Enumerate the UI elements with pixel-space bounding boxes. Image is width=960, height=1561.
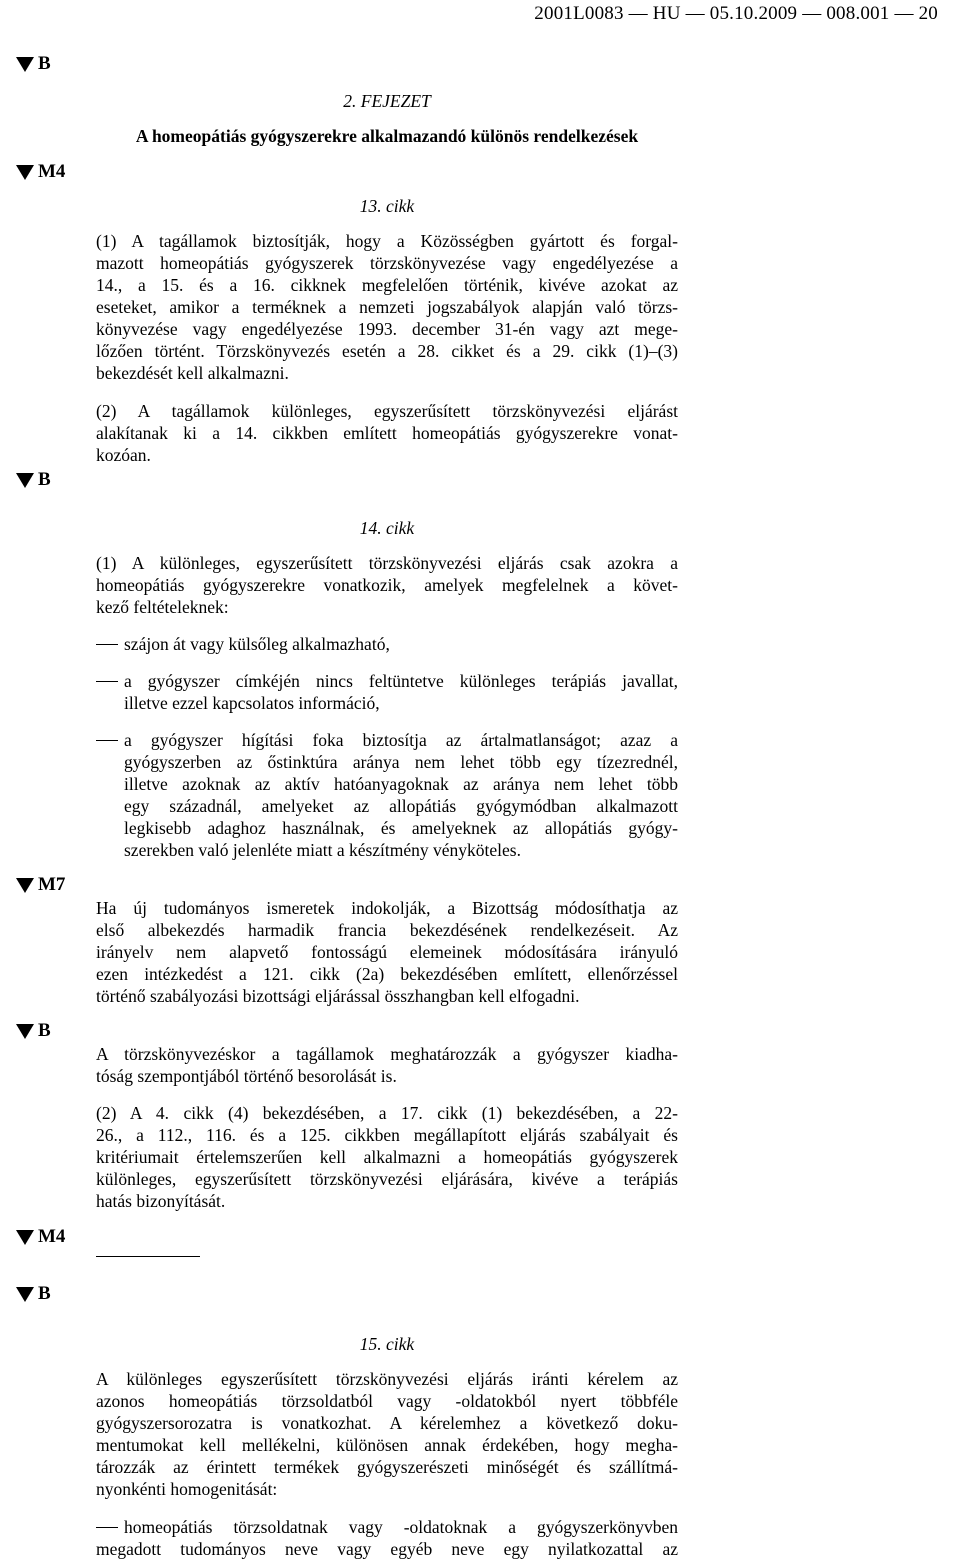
amendment-marker-m7 bbox=[16, 873, 65, 897]
triangle-down-icon bbox=[16, 1024, 34, 1039]
text-line: kozóan. bbox=[96, 445, 151, 465]
text-line: könyvezése vagy engedélyezése 1993. december 31-én vagy azt mege- bbox=[96, 319, 678, 339]
text-line: kező feltételeknek: bbox=[96, 597, 229, 617]
text-line: lőzően történt. Törzskönyvezés esetén a 28. cikket és a 29. cikk (1)–(3) bbox=[96, 341, 678, 361]
text-line: kritériumait értelemszerűen kell alkalmazni a homeopátiás gyógyszerek bbox=[96, 1147, 678, 1167]
text-line: irányelv nem alapvető fontosságú elemeinek módosítására irányuló bbox=[96, 942, 678, 962]
text-line: mentumokat kell mellékelni, különösen annak érdekében, hogy megha- bbox=[96, 1435, 678, 1455]
triangle-down-icon bbox=[16, 57, 34, 72]
chapter-title: A homeopátiás gyógyszerekre alkalmazandó különös rendelkezések bbox=[135, 126, 639, 146]
text-line: történő szabályozási bizottsági eljárással összhangban kell elfogadni. bbox=[96, 986, 580, 1006]
marker-label: B bbox=[38, 469, 51, 490]
list-item bbox=[0, 729, 700, 751]
text-line: homeopátiás gyógyszerekre vonatkozik, amelyek megfelelnek a követ- bbox=[96, 575, 678, 595]
text-line: szájon át vagy külsőleg alkalmazható, bbox=[124, 634, 390, 654]
text-line: illetve ezzel kapcsolatos információ, bbox=[124, 693, 380, 713]
amendment-marker-m4 bbox=[16, 160, 65, 184]
list-item bbox=[0, 670, 700, 692]
text-line: a gyógyszer hígítási foka biztosítja az ártalmatlanságot; azaz a bbox=[124, 730, 678, 750]
chapter-number: 2. FEJEZET bbox=[343, 91, 431, 111]
amendment-marker-m4 bbox=[16, 1225, 65, 1249]
amendment-marker-b bbox=[16, 52, 51, 76]
text-line: egy századnál, amelyeket az allopátiás gyógymódban alkalmazott bbox=[124, 796, 678, 816]
text-line: 14., a 15. és a 16. cikknek megfelelően történik, kivéve azokat az bbox=[96, 275, 678, 295]
deleted-text-rule bbox=[96, 1256, 200, 1257]
list-item bbox=[0, 633, 700, 655]
text-line: homeopátiás törzsoldatnak vagy -oldatoknak a gyógyszerkönyvben bbox=[124, 1517, 678, 1537]
dash-bullet bbox=[96, 644, 118, 645]
text-line: ezen intézkedést a 121. cikk (2a) bekezdésében említett, ellenőrzéssel bbox=[96, 964, 678, 984]
text-line: (2) A tagállamok különleges, egyszerűsített törzskönyvezési eljárást bbox=[96, 401, 678, 421]
marker-label: B bbox=[38, 1283, 51, 1304]
list-item bbox=[0, 1516, 700, 1538]
triangle-down-icon bbox=[16, 473, 34, 488]
amendment-marker-b bbox=[16, 1282, 51, 1306]
text-line: a gyógyszer címkéjén nincs feltüntetve különleges terápiás javallat, bbox=[124, 671, 678, 691]
text-line: különleges, egyszerűsített törzskönyvezési eljárására, kivéve a terápiás bbox=[96, 1169, 678, 1189]
marker-label: M4 bbox=[38, 1226, 66, 1247]
article-heading: 14. cikk bbox=[359, 518, 415, 538]
text-line: eseteket, amikor a terméknek a nemzeti jogszabályok alapján való törzs- bbox=[96, 297, 678, 317]
dash-bullet bbox=[96, 740, 118, 741]
text-line: illetve azoknak az aktív hatóanyagoknak az aránya nem lehet több bbox=[124, 774, 678, 794]
dash-bullet bbox=[96, 681, 118, 682]
marker-label: B bbox=[38, 53, 51, 74]
text-line: hatás bizonyítását. bbox=[96, 1191, 226, 1211]
text-line: A különleges egyszerűsített törzskönyvezési eljárás iránti kérelem az bbox=[96, 1369, 678, 1389]
text-line: mazott homeopátiás gyógyszerek törzskönyvezése vagy engedélyezése a bbox=[96, 253, 678, 273]
text-line: (1) A különleges, egyszerűsített törzskönyvezési eljárás csak azokra a bbox=[96, 553, 678, 573]
text-line: tározzák az érintett termékek gyógyszerészeti minőségét és szállítmá- bbox=[96, 1457, 678, 1477]
amendment-marker-b bbox=[16, 468, 51, 492]
text-line: (2) A 4. cikk (4) bekezdésében, a 17. cikk (1) bekezdésében, a 22- bbox=[96, 1103, 678, 1123]
triangle-down-icon bbox=[16, 165, 34, 180]
text-line: legkisebb adaghoz használnak, és amelyeknek az allopátiás gyógy- bbox=[124, 818, 678, 838]
text-line: A törzskönyvezéskor a tagállamok meghatározzák a gyógyszer kiadha- bbox=[96, 1044, 678, 1064]
text-line: Ha új tudományos ismeretek indokolják, a Bizottság módosíthatja az bbox=[96, 898, 678, 918]
text-line: 26., a 112., 116. és a 125. cikkben megállapított eljárás szabályait és bbox=[96, 1125, 678, 1145]
text-line: (1) A tagállamok biztosítják, hogy a Közösségben gyártott és forgal- bbox=[96, 231, 678, 251]
triangle-down-icon bbox=[16, 1287, 34, 1302]
text-line: gyógyszersorozatra is vonatkozhat. A kérelemhez a következő doku- bbox=[96, 1413, 678, 1433]
text-line: alakítanak ki a 14. cikkben említett homeopátiás gyógyszerekre vonat- bbox=[96, 423, 678, 443]
triangle-down-icon bbox=[16, 1230, 34, 1245]
marker-label: M7 bbox=[38, 874, 66, 895]
text-line: megadott tudományos neve vagy egyéb neve egy nyilatkozattal az bbox=[96, 1539, 678, 1559]
text-line: első albekezdés harmadik francia bekezdésének rendelkezéseit. Az bbox=[96, 920, 678, 940]
dash-bullet bbox=[96, 1527, 118, 1528]
document-header: 2001L0083 — HU — 05.10.2009 — 008.001 — 20 bbox=[534, 3, 938, 24]
text-line: bekezdését kell alkalmazni. bbox=[96, 363, 289, 383]
marker-label: B bbox=[38, 1020, 51, 1041]
text-line: nyonkénti homogenitását: bbox=[96, 1479, 278, 1499]
text-line: gyógyszerben az őstinktúra aránya nem lehet több egy tízezrednél, bbox=[124, 752, 678, 772]
triangle-down-icon bbox=[16, 878, 34, 893]
text-line: tóság szempontjából történő besorolását is. bbox=[96, 1066, 397, 1086]
text-line: azonos homeopátiás törzsoldatból vagy -oldatokból nyert többféle bbox=[96, 1391, 678, 1411]
article-heading: 15. cikk bbox=[359, 1334, 415, 1354]
article-heading: 13. cikk bbox=[359, 196, 415, 216]
text-line: szerekben való jelenléte miatt a készítmény vényköteles. bbox=[124, 840, 521, 860]
amendment-marker-b bbox=[16, 1019, 51, 1043]
marker-label: M4 bbox=[38, 161, 66, 182]
